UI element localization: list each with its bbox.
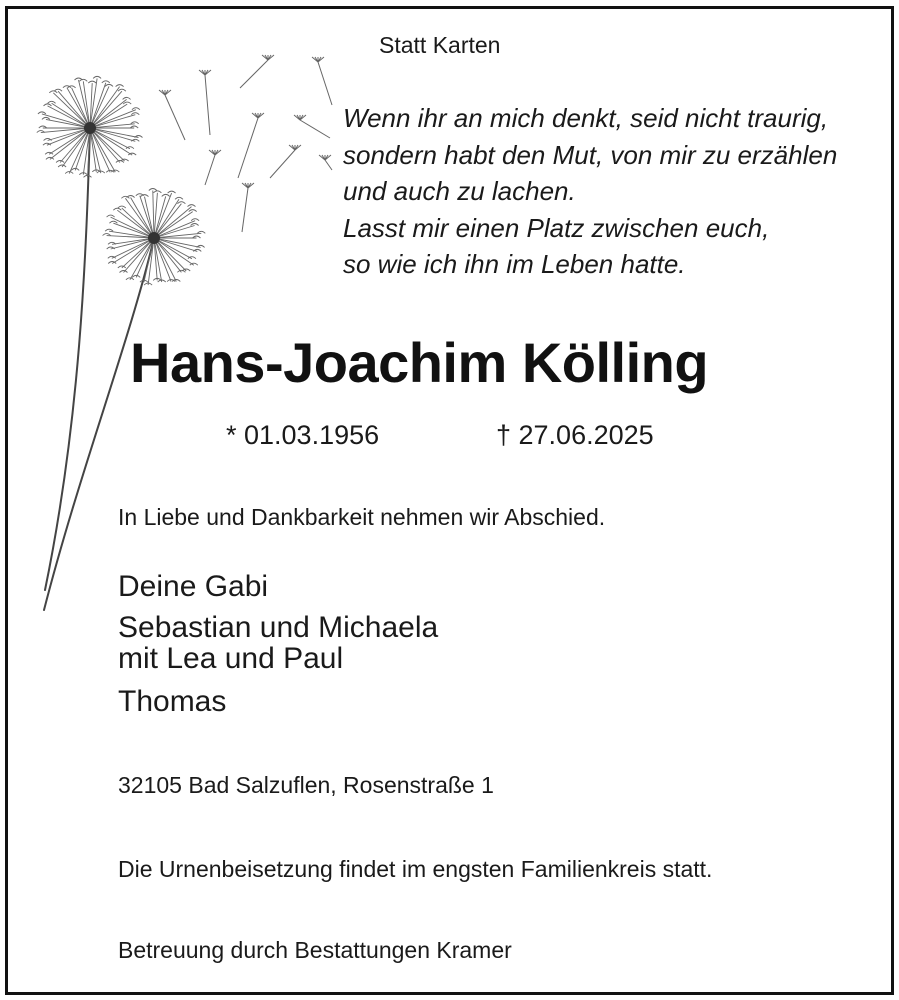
birth-date: * 01.03.1956 [226, 420, 380, 450]
family-member: Sebastian und Michaela [118, 611, 439, 644]
deceased-name: Hans-Joachim Kölling [130, 331, 709, 394]
death-date: † 27.06.2025 [496, 420, 654, 450]
poem-line: Lasst mir einen Platz zwischen euch, [343, 212, 770, 243]
statt-karten-label: Statt Karten [379, 32, 501, 58]
poem-line: sondern habt den Mut, von mir zu erzählen [343, 139, 838, 170]
poem-line: Wenn ihr an mich denkt, seid nicht traurig, [343, 103, 829, 133]
family-member: mit Lea und Paul [118, 642, 344, 675]
dandelion-icon [0, 0, 360, 640]
poem-line: so wie ich ihn im Leben hatte. [343, 249, 686, 279]
poem [343, 100, 883, 283]
family-member: Deine Gabi [118, 570, 269, 603]
farewell-text: In Liebe und Dankbarkeit nehmen wir Abschied. [118, 504, 606, 530]
family-member: Thomas [118, 685, 227, 718]
poem-line: und auch zu lachen. [343, 176, 576, 206]
urn-notice: Die Urnenbeisetzung findet im engsten Familienkreis statt. [118, 856, 713, 882]
undertaker-notice: Betreuung durch Bestattungen Kramer [118, 937, 512, 963]
address: 32105 Bad Salzuflen, Rosenstraße 1 [118, 772, 494, 798]
family-members [118, 612, 438, 674]
